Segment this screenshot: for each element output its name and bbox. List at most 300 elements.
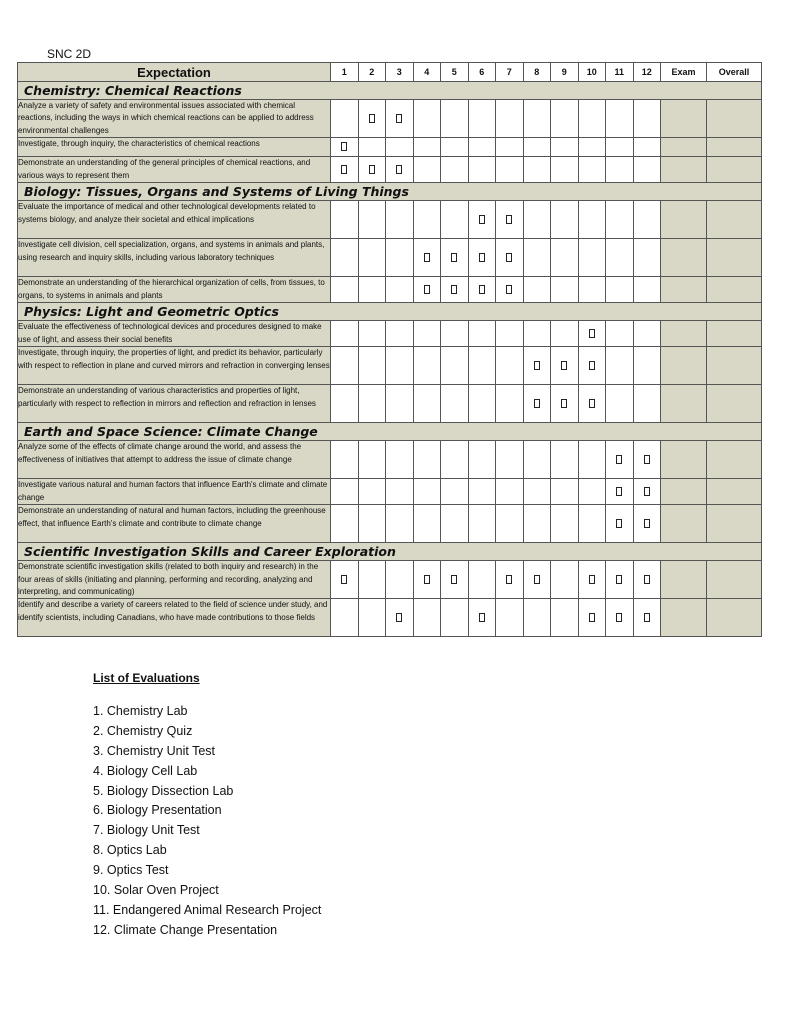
overall-cell [707, 201, 762, 239]
checkbox-icon [341, 142, 347, 151]
expectation-row [18, 599, 762, 637]
evaluation-cell [468, 347, 496, 385]
evaluation-cell [633, 100, 661, 138]
evaluation-cell [523, 277, 551, 303]
evaluation-column-header: 12 [633, 63, 661, 82]
evaluation-cell [633, 347, 661, 385]
table-header-row [18, 63, 762, 82]
evaluation-column-header: 2 [358, 63, 386, 82]
evaluation-cell [523, 347, 551, 385]
evaluation-column-header: 6 [468, 63, 496, 82]
evaluations-list [93, 702, 321, 941]
checkbox-icon [534, 575, 540, 584]
overall-cell [707, 479, 762, 505]
checkbox-icon [396, 114, 402, 123]
evaluation-column-header: 7 [496, 63, 524, 82]
evaluation-cell [578, 277, 606, 303]
evaluation-cell [551, 321, 579, 347]
evaluation-cell [358, 239, 386, 277]
evaluation-cell [386, 441, 414, 479]
checkbox-icon [616, 613, 622, 622]
checkbox-icon [341, 575, 347, 584]
evaluation-cell [441, 385, 469, 423]
evaluation-cell [413, 138, 441, 157]
evaluation-cell [633, 157, 661, 183]
checkbox-icon [616, 575, 622, 584]
section-row [18, 423, 762, 441]
evaluation-cell [386, 505, 414, 543]
evaluation-cell [413, 277, 441, 303]
evaluation-cell [551, 479, 579, 505]
evaluation-cell [523, 321, 551, 347]
course-code: SNC 2D [47, 47, 92, 61]
evaluation-column-header: 1 [331, 63, 359, 82]
evaluation-cell [496, 157, 524, 183]
evaluation-list-item: 7. Biology Unit Test [93, 823, 200, 838]
checkbox-icon [424, 575, 430, 584]
evaluation-cell [606, 100, 634, 138]
section-row [18, 303, 762, 321]
evaluation-cell [358, 505, 386, 543]
evaluation-cell [606, 239, 634, 277]
expectation-text: Analyze a variety of safety and environmental issues associated with chemical reactions, including the ways in which chemical reactions can be applied to address environmental challenges [18, 100, 331, 138]
overall-cell [707, 157, 762, 183]
evaluation-cell [633, 441, 661, 479]
evaluation-cell [358, 561, 386, 599]
expectation-text: Demonstrate scientific investigation skills (related to both inquiry and research) in the four areas of skills (initiating and planning, performing and recording, analyzing and interpreting, and communicating) [18, 561, 331, 599]
evaluation-cell [413, 599, 441, 637]
evaluation-list-item: 5. Biology Dissection Lab [93, 783, 234, 798]
checkbox-icon [396, 165, 402, 174]
evaluation-cell [441, 277, 469, 303]
evaluation-cell [578, 100, 606, 138]
checkbox-icon [644, 613, 650, 622]
evaluation-cell [413, 100, 441, 138]
evaluation-cell [496, 100, 524, 138]
expectation-row [18, 157, 762, 183]
checkbox-icon [451, 285, 457, 294]
evaluation-cell [413, 561, 441, 599]
evaluation-cell [441, 599, 469, 637]
evaluation-cell [551, 347, 579, 385]
evaluation-cell [633, 561, 661, 599]
evaluation-cell [441, 157, 469, 183]
checkbox-icon [589, 613, 595, 622]
checkbox-icon [644, 519, 650, 528]
checkbox-icon [424, 253, 430, 262]
evaluation-cell [523, 385, 551, 423]
expectation-row [18, 239, 762, 277]
evaluation-cell [441, 100, 469, 138]
evaluation-cell [578, 138, 606, 157]
evaluation-cell [523, 441, 551, 479]
expectation-row [18, 277, 762, 303]
evaluation-cell [441, 321, 469, 347]
section-row [18, 183, 762, 201]
evaluation-cell [386, 239, 414, 277]
evaluation-cell [551, 385, 579, 423]
evaluation-cell [578, 239, 606, 277]
evaluation-cell [358, 201, 386, 239]
overall-cell [707, 441, 762, 479]
evaluation-cell [386, 599, 414, 637]
evaluation-cell [441, 479, 469, 505]
checkbox-icon [589, 329, 595, 338]
checkbox-icon [479, 215, 485, 224]
evaluation-cell [331, 385, 359, 423]
checkbox-icon [534, 361, 540, 370]
checkbox-icon [506, 215, 512, 224]
evaluation-cell [606, 479, 634, 505]
evaluation-cell [578, 321, 606, 347]
overall-cell [707, 385, 762, 423]
evaluation-cell [496, 385, 524, 423]
evaluation-column-header: 5 [441, 63, 469, 82]
exam-cell [661, 201, 707, 239]
expectation-text: Investigate cell division, cell specialization, organs, and systems in animals and plants, using research and inquiry skills, including various laboratory techniques [18, 239, 331, 277]
evaluation-cell [331, 599, 359, 637]
evaluation-cell [386, 561, 414, 599]
expectation-row [18, 321, 762, 347]
checkbox-icon [424, 285, 430, 294]
checkbox-icon [616, 455, 622, 464]
evaluation-cell [331, 277, 359, 303]
evaluation-cell [496, 505, 524, 543]
evaluation-cell [441, 561, 469, 599]
evaluation-cell [578, 599, 606, 637]
expectation-text: Investigate, through inquiry, the characteristics of chemical reactions [18, 138, 331, 157]
evaluation-cell [331, 347, 359, 385]
exam-cell [661, 441, 707, 479]
evaluation-cell [606, 561, 634, 599]
expectation-row [18, 561, 762, 599]
evaluation-cell [386, 277, 414, 303]
overall-cell [707, 505, 762, 543]
evaluation-cell [358, 479, 386, 505]
evaluation-cell [331, 441, 359, 479]
checkbox-icon [451, 575, 457, 584]
evaluation-cell [578, 157, 606, 183]
evaluation-cell [606, 441, 634, 479]
evaluation-cell [386, 138, 414, 157]
overall-cell [707, 100, 762, 138]
expectations-table [17, 62, 762, 637]
evaluation-cell [551, 100, 579, 138]
evaluation-cell [441, 239, 469, 277]
exam-cell [661, 505, 707, 543]
expectation-text: Analyze some of the effects of climate change around the world, and assess the effectiveness of initiatives that attempt to address the issue of climate change [18, 441, 331, 479]
evaluation-cell [551, 138, 579, 157]
overall-cell [707, 561, 762, 599]
section-title: Scientific Investigation Skills and Career Exploration [18, 543, 762, 561]
evaluation-cell [496, 347, 524, 385]
section-title: Chemistry: Chemical Reactions [18, 82, 762, 100]
evaluation-cell [386, 321, 414, 347]
checkbox-icon [644, 487, 650, 496]
expectation-text: Investigate various natural and human factors that influence Earth's climate and climate change [18, 479, 331, 505]
evaluation-cell [496, 201, 524, 239]
evaluation-list-item: 11. Endangered Animal Research Project [93, 902, 322, 917]
evaluation-cell [578, 385, 606, 423]
expectation-text: Demonstrate an understanding of various characteristics and properties of light, particularly with respect to reflection in mirrors and reflection and refraction in lenses [18, 385, 331, 423]
checkbox-icon [506, 285, 512, 294]
evaluation-cell [331, 321, 359, 347]
evaluation-cell [606, 321, 634, 347]
evaluation-cell [358, 385, 386, 423]
evaluation-cell [468, 479, 496, 505]
evaluation-cell [606, 347, 634, 385]
evaluation-cell [468, 561, 496, 599]
section-row [18, 543, 762, 561]
expectation-row [18, 347, 762, 385]
overall-cell [707, 599, 762, 637]
evaluation-cell [578, 441, 606, 479]
expectation-text: Demonstrate an understanding of the general principles of chemical reactions, and various ways to represent them [18, 157, 331, 183]
checkbox-icon [506, 575, 512, 584]
evaluation-column-header: 9 [551, 63, 579, 82]
section-title: Physics: Light and Geometric Optics [18, 303, 762, 321]
evaluation-cell [358, 157, 386, 183]
checkbox-icon [561, 399, 567, 408]
exam-cell [661, 321, 707, 347]
evaluation-cell [496, 479, 524, 505]
evaluation-cell [386, 157, 414, 183]
evaluation-cell [331, 561, 359, 599]
evaluation-cell [606, 201, 634, 239]
checkbox-icon [644, 575, 650, 584]
evaluations-title: List of Evaluations [93, 671, 200, 685]
expectation-text: Demonstrate an understanding of the hierarchical organization of cells, from tissues, to organs, to systems in animals and plants [18, 277, 331, 303]
checkbox-icon [369, 165, 375, 174]
evaluation-cell [413, 201, 441, 239]
evaluation-cell [496, 321, 524, 347]
overall-cell [707, 277, 762, 303]
exam-cell [661, 385, 707, 423]
evaluation-cell [413, 505, 441, 543]
evaluation-cell [441, 441, 469, 479]
expectation-text: Demonstrate an understanding of natural and human factors, including the greenhouse effect, that influence Earth's climate and contribute to climate change [18, 505, 331, 543]
checkbox-icon [644, 455, 650, 464]
checkbox-icon [341, 165, 347, 174]
evaluation-cell [468, 599, 496, 637]
section-title: Earth and Space Science: Climate Change [18, 423, 762, 441]
checkbox-icon [451, 253, 457, 262]
evaluation-cell [551, 239, 579, 277]
evaluation-cell [413, 157, 441, 183]
evaluation-cell [358, 100, 386, 138]
evaluation-column-header: 3 [386, 63, 414, 82]
expectation-header: Expectation [18, 63, 331, 82]
evaluation-cell [496, 441, 524, 479]
evaluation-cell [413, 441, 441, 479]
evaluation-column-header: 10 [578, 63, 606, 82]
expectation-row [18, 385, 762, 423]
evaluation-cell [606, 138, 634, 157]
exam-cell [661, 479, 707, 505]
evaluation-cell [551, 277, 579, 303]
exam-cell [661, 100, 707, 138]
evaluation-cell [578, 479, 606, 505]
exam-column-header: Exam [661, 63, 707, 82]
evaluation-cell [468, 201, 496, 239]
evaluation-cell [551, 599, 579, 637]
evaluation-cell [578, 201, 606, 239]
evaluation-cell [441, 138, 469, 157]
evaluation-cell [523, 599, 551, 637]
evaluation-cell [468, 138, 496, 157]
evaluation-cell [633, 385, 661, 423]
checkbox-icon [589, 361, 595, 370]
evaluation-cell [331, 239, 359, 277]
expectation-text: Evaluate the importance of medical and other technological developments related to systems biology, and analyze their societal and ethical implications [18, 201, 331, 239]
expectation-row [18, 138, 762, 157]
evaluation-column-header: 11 [606, 63, 634, 82]
evaluation-cell [496, 239, 524, 277]
exam-cell [661, 138, 707, 157]
overall-cell [707, 138, 762, 157]
exam-cell [661, 347, 707, 385]
evaluation-list-item: 2. Chemistry Quiz [93, 723, 193, 738]
evaluation-cell [358, 347, 386, 385]
evaluation-list-item: 9. Optics Test [93, 863, 169, 878]
evaluation-cell [633, 479, 661, 505]
evaluation-cell [633, 239, 661, 277]
evaluation-cell [606, 157, 634, 183]
table-body [18, 82, 762, 637]
evaluation-cell [468, 157, 496, 183]
overall-cell [707, 321, 762, 347]
evaluation-list-item: 10. Solar Oven Project [93, 883, 219, 898]
checkbox-icon [479, 253, 485, 262]
evaluation-cell [468, 239, 496, 277]
evaluation-list-item: 12. Climate Change Presentation [93, 922, 278, 937]
section-row [18, 82, 762, 100]
exam-cell [661, 239, 707, 277]
expectation-row [18, 100, 762, 138]
overall-cell [707, 347, 762, 385]
expectation-text: Evaluate the effectiveness of technological devices and procedures designed to make use of light, and assess their social benefits [18, 321, 331, 347]
evaluation-cell [551, 157, 579, 183]
evaluation-cell [413, 479, 441, 505]
evaluation-cell [633, 599, 661, 637]
section-title: Biology: Tissues, Organs and Systems of Living Things [18, 183, 762, 201]
checkbox-icon [479, 285, 485, 294]
evaluation-list-item: 4. Biology Cell Lab [93, 763, 198, 778]
checkbox-icon [616, 487, 622, 496]
evaluation-cell [523, 138, 551, 157]
evaluation-cell [551, 201, 579, 239]
evaluation-cell [358, 599, 386, 637]
evaluation-cell [468, 100, 496, 138]
evaluation-cell [358, 321, 386, 347]
evaluation-cell [523, 157, 551, 183]
checkbox-icon [616, 519, 622, 528]
expectation-text: Investigate, through inquiry, the properties of light, and predict its behavior, particularly with respect to reflection in plane and curved mirrors and refraction in converging lenses [18, 347, 331, 385]
evaluation-cell [331, 100, 359, 138]
evaluation-cell [331, 505, 359, 543]
checkbox-icon [479, 613, 485, 622]
checkbox-icon [369, 114, 375, 123]
expectation-row [18, 479, 762, 505]
evaluation-cell [386, 385, 414, 423]
checkbox-icon [396, 613, 402, 622]
evaluation-cell [551, 505, 579, 543]
evaluation-cell [551, 441, 579, 479]
evaluation-list-item: 6. Biology Presentation [93, 803, 222, 818]
evaluation-cell [331, 138, 359, 157]
evaluation-cell [523, 479, 551, 505]
evaluation-cell [606, 599, 634, 637]
exam-cell [661, 599, 707, 637]
evaluation-cell [496, 599, 524, 637]
evaluation-cell [496, 277, 524, 303]
evaluation-cell [468, 441, 496, 479]
exam-cell [661, 157, 707, 183]
expectation-row [18, 201, 762, 239]
checkbox-icon [561, 361, 567, 370]
expectation-text: Identify and describe a variety of careers related to the field of science under study, and identify scientists, including Canadians, who have made contributions to those fields [18, 599, 331, 637]
evaluation-cell [331, 479, 359, 505]
evaluation-list-item: 8. Optics Lab [93, 843, 167, 858]
evaluation-cell [386, 100, 414, 138]
evaluation-cell [441, 201, 469, 239]
evaluation-column-header: 4 [413, 63, 441, 82]
evaluation-cell [633, 138, 661, 157]
evaluation-cell [578, 347, 606, 385]
evaluation-cell [331, 201, 359, 239]
evaluation-cell [578, 561, 606, 599]
evaluation-cell [633, 505, 661, 543]
evaluation-cell [358, 138, 386, 157]
expectation-row [18, 441, 762, 479]
evaluation-list-item: 1. Chemistry Lab [93, 704, 188, 718]
evaluation-cell [551, 561, 579, 599]
exam-cell [661, 561, 707, 599]
evaluation-cell [358, 441, 386, 479]
evaluation-cell [386, 347, 414, 385]
evaluation-cell [413, 239, 441, 277]
exam-cell [661, 277, 707, 303]
evaluation-cell [413, 385, 441, 423]
evaluation-list-item: 3. Chemistry Unit Test [93, 743, 216, 758]
evaluation-cell [468, 321, 496, 347]
overall-cell [707, 239, 762, 277]
evaluation-cell [523, 239, 551, 277]
evaluation-cell [633, 321, 661, 347]
evaluation-cell [413, 347, 441, 385]
evaluation-cell [468, 277, 496, 303]
evaluation-cell [633, 201, 661, 239]
checkbox-icon [506, 253, 512, 262]
evaluation-cell [606, 385, 634, 423]
evaluation-cell [496, 138, 524, 157]
evaluation-cell [606, 277, 634, 303]
evaluation-cell [578, 505, 606, 543]
evaluation-cell [441, 505, 469, 543]
evaluation-cell [606, 505, 634, 543]
evaluation-column-header: 8 [523, 63, 551, 82]
evaluation-cell [331, 157, 359, 183]
evaluation-cell [523, 561, 551, 599]
evaluation-cell [633, 277, 661, 303]
checkbox-icon [534, 399, 540, 408]
evaluation-cell [358, 277, 386, 303]
evaluation-cell [523, 100, 551, 138]
evaluation-cell [468, 505, 496, 543]
evaluation-cell [441, 347, 469, 385]
checkbox-icon [589, 399, 595, 408]
evaluation-cell [386, 201, 414, 239]
